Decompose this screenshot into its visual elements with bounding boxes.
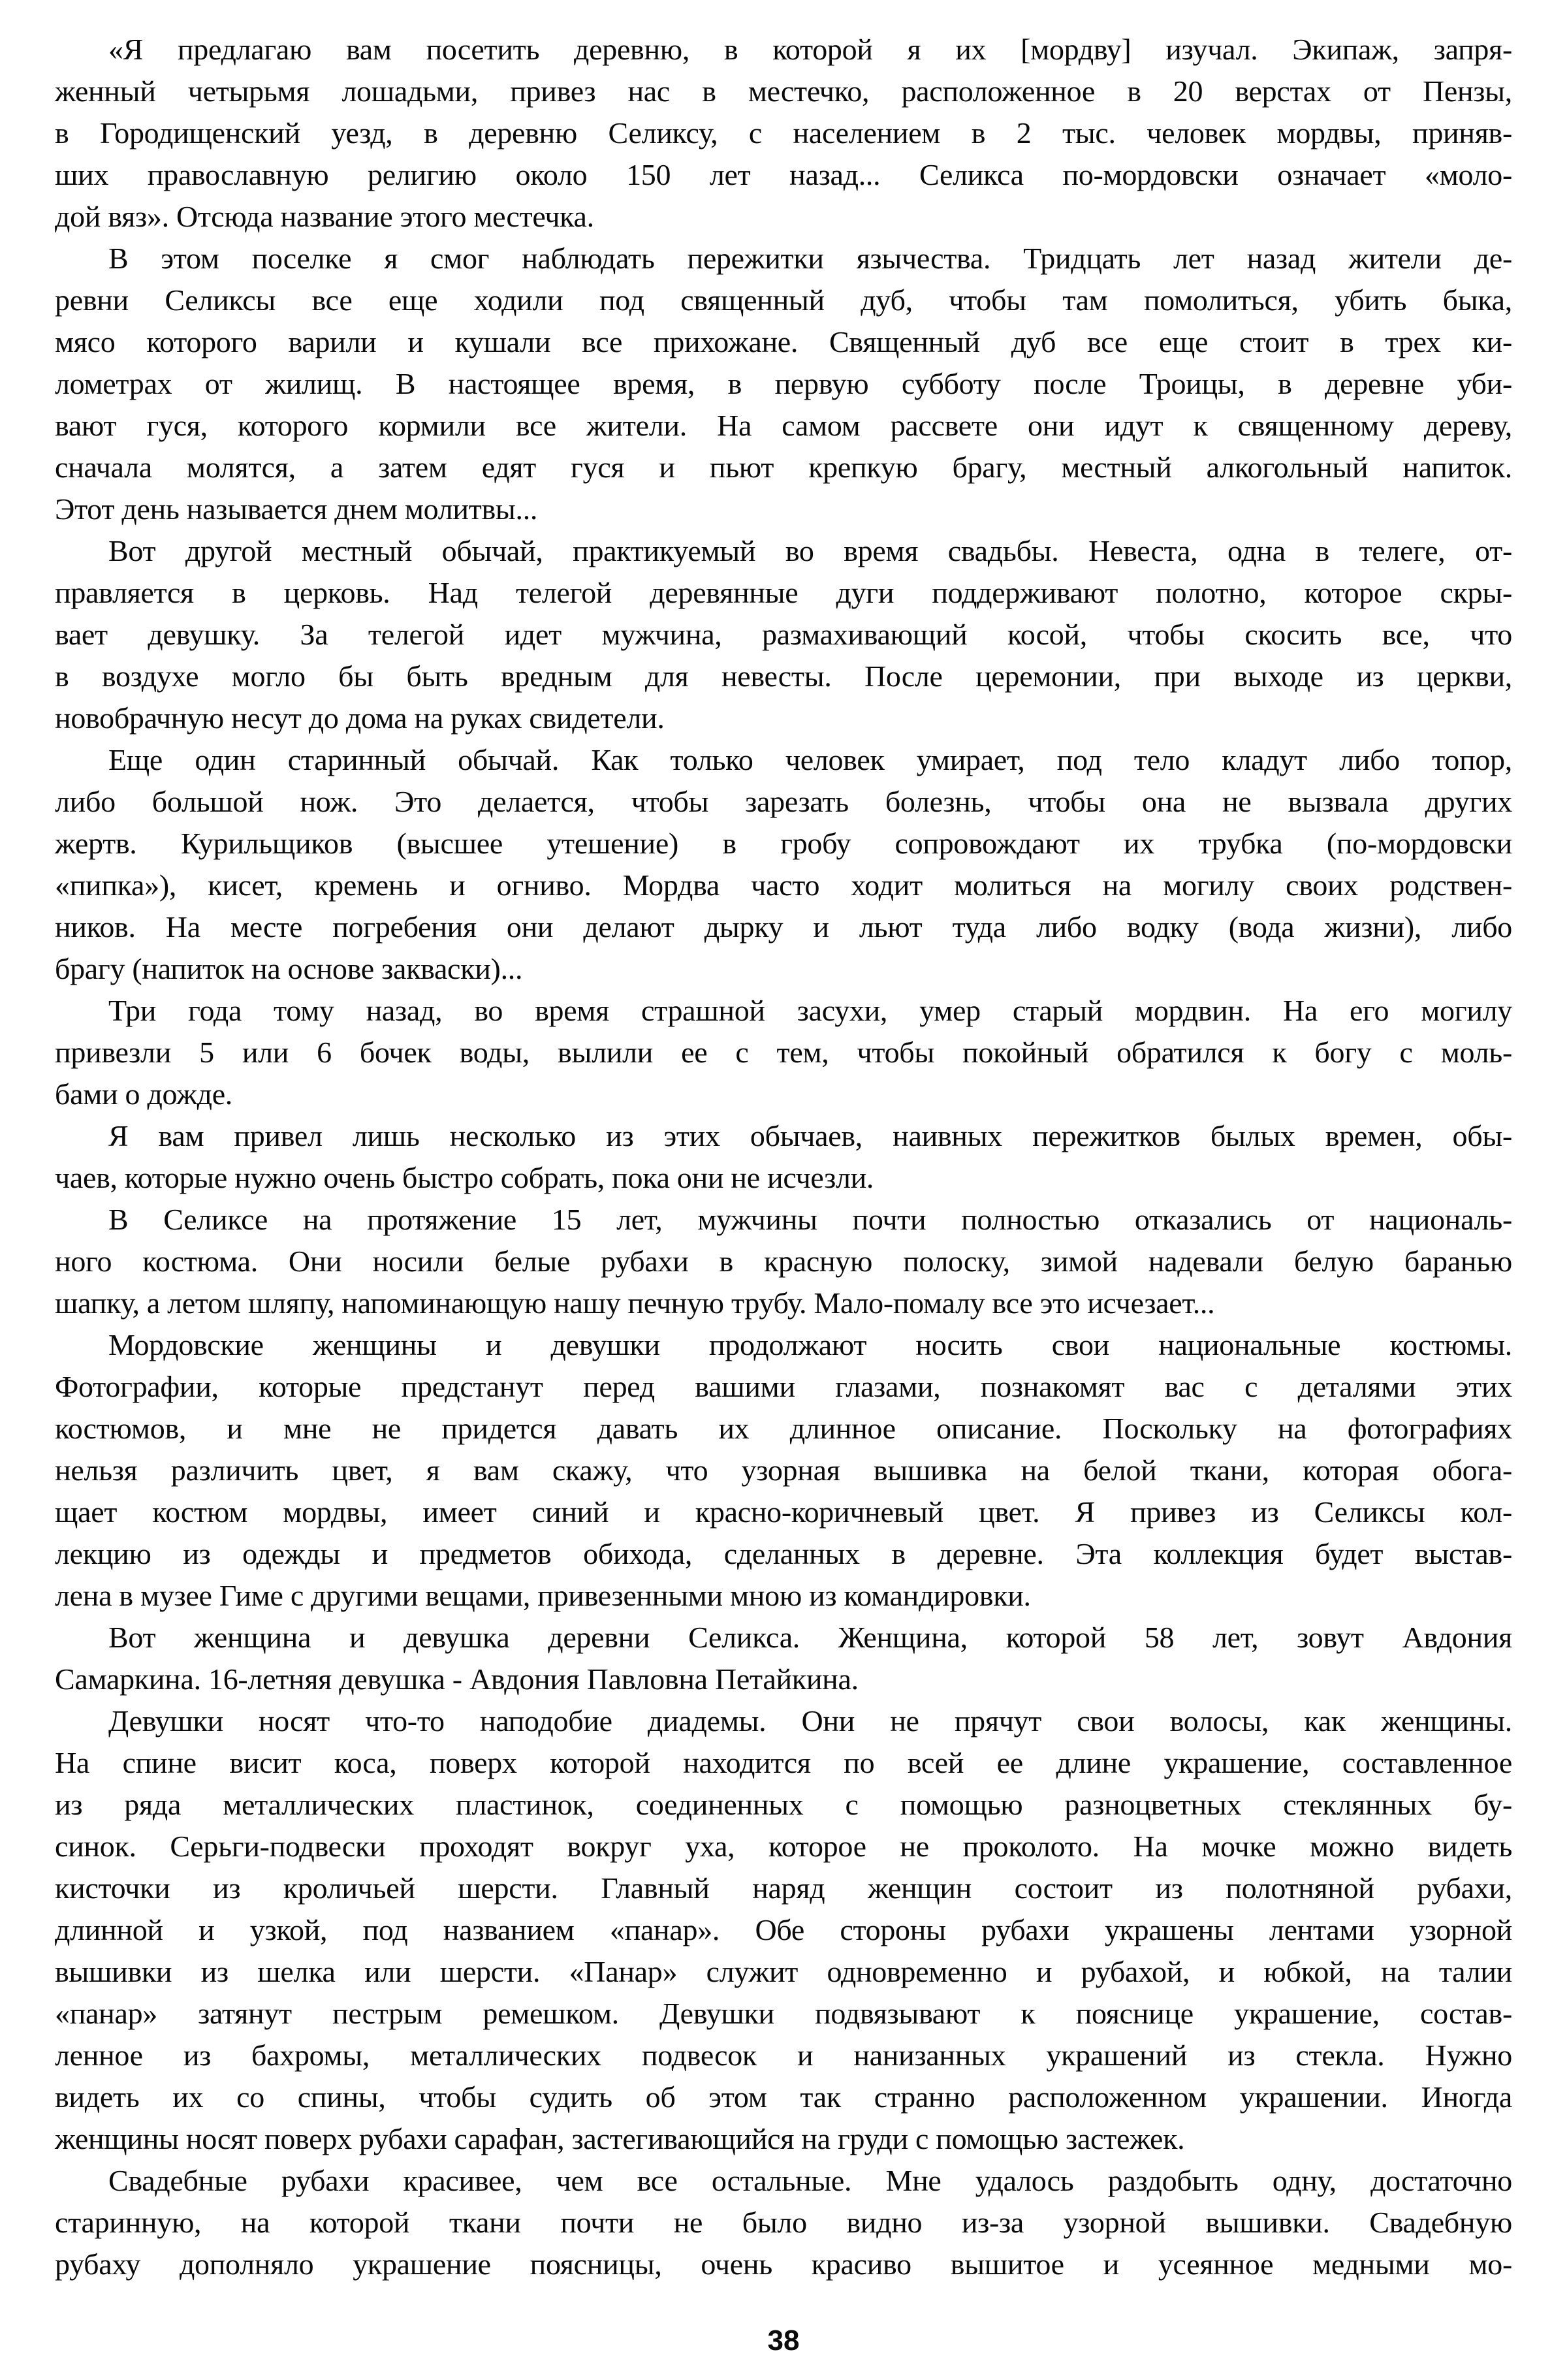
text-line: Самаркина. 16-летняя девушка - Авдония Павловна Петайкина. [55,1662,859,1696]
paragraph [55,238,1512,530]
text-line: костюмов, и мне не придется давать их длинное описание. Поскольку на фотографиях [55,1412,1512,1445]
text-line: Девушки носят что-то наподобие диадемы. Они не прячут свои волосы, как женщины. [108,1704,1512,1737]
text-line: в Городищенский уезд, в деревню Селиксу, с населением в 2 тыс. человек мордвы, приняв- [55,116,1512,150]
text-line: жертв. Курильщиков (высшее утешение) в гробу сопровождают их трубка (по-мордовски [55,827,1512,860]
text-line: «панар» затянут пестрым ремешком. Девушки подвязывают к пояснице украшение, состав- [55,1997,1512,2030]
text-line: «Я предлагаю вам посетить деревню, в которой я их [мордву] изучал. Экипаж, запря- [108,33,1512,66]
text-line: В Селиксе на протяжение 15 лет, мужчины почти полностью отказались от националь- [108,1203,1512,1236]
text-line: новобрачную несут до дома на руках свидетели. [55,701,665,735]
text-line: брагу (напиток на основе закваски)... [55,952,523,985]
text-line: бами о дожде. [55,1077,233,1111]
text-line: ников. На месте погребения они делают дырку и льют туда либо водку (вода жизни), либо [55,910,1512,944]
paragraph [55,2160,1512,2285]
paragraph [55,1617,1512,1700]
text-line: Свадебные рубахи красивее, чем все остальные. Мне удалось раздобыть одну, достаточно [108,2164,1512,2197]
text-line: видеть их со спины, чтобы судить об этом так странно расположенном украшении. Иногда [55,2080,1512,2114]
paragraph [55,29,1512,238]
text-line: чаев, которые нужно очень быстро собрать, пока они не исчезли. [55,1161,874,1194]
text-line: нельзя различить цвет, я вам скажу, что узорная вышивка на белой ткани, которая обога- [55,1453,1512,1487]
text-line: ревни Селиксы все еще ходили под священный дуб, чтобы там помолиться, убить быка, [55,283,1512,317]
text-line: дой вяз». Отсюда название этого местечка. [55,200,594,233]
text-line: кисточки из кроличьей шерсти. Главный наряд женщин состоит из полотняной рубахи, [55,1871,1512,1905]
text-line: мясо которого варили и кушали все прихожане. Священный дуб все еще стоит в трех ки- [55,325,1512,358]
text-line: Этот день называется днем молитвы... [55,492,538,526]
text-line: в воздухе могло бы быть вредным для невесты. После церемонии, при выходе из церкви, [55,659,1512,693]
text-line: Еще один старинный обычай. Как только человек умирает, под тело кладут либо топор, [108,743,1512,776]
text-line: женный четырьмя лошадьми, привез нас в местечко, расположенное в 20 верстах от Пензы, [55,74,1512,108]
text-line: шапку, а летом шляпу, напоминающую нашу печную трубу. Мало-помалу все это исчезает... [55,1286,1215,1320]
text-line: привезли 5 или 6 бочек воды, вылили ее с тем, чтобы покойный обратился к богу с моль- [55,1036,1512,1069]
text-line: лена в музее Гиме с другими вещами, привезенными мною из командировки. [55,1579,1031,1612]
text-line: либо большой нож. Это делается, чтобы зарезать болезнь, чтобы она не вызвала других [55,785,1512,818]
paragraph [55,739,1512,990]
text-line: вают гуся, которого кормили все жители. На самом рассвете они идут к священному дереву, [55,409,1512,442]
text-line: ших православную религию около 150 лет назад... Селикса по-мордовски означает «моло- [55,158,1512,191]
text-line: На спине висит коса, поверх которой находится по всей ее длине украшение, составленное [55,1746,1512,1779]
paragraph [55,1115,1512,1199]
paragraph [55,530,1512,739]
text-line: Мордовские женщины и девушки продолжают носить свои национальные костюмы. [108,1328,1512,1361]
text-line: старинную, на которой ткани почти не было видно из-за узорной вышивки. Свадебную [55,2206,1512,2239]
page-number: 38 [767,2324,800,2356]
text-line: ленное из бахромы, металлических подвесок и нанизанных украшений из стекла. Нужно [55,2039,1512,2072]
text-line: Фотографии, которые предстанут перед вашими глазами, познакомят вас с деталями этих [55,1370,1512,1403]
text-line: сначала молятся, а затем едят гуся и пьют крепкую брагу, местный алкогольный напиток. [55,451,1512,484]
text-line: синок. Серьги-подвески проходят вокруг уха, которое не проколото. На мочке можно видеть [55,1830,1512,1863]
text-line: лометрах от жилищ. В настоящее время, в первую субботу после Троицы, в деревне уби- [55,367,1512,400]
paragraph [55,1199,1512,1324]
text-line: из ряда металлических пластинок, соединенных с помощью разноцветных стеклянных бу- [55,1788,1512,1821]
text-block [55,29,1512,2285]
text-line: «пипка»), кисет, кремень и огниво. Мордва часто ходит молиться на могилу своих родствен- [55,868,1512,902]
text-line: лекцию из одежды и предметов обихода, сделанных в деревне. Эта коллекция будет выстав- [55,1537,1512,1570]
text-line: щает костюм мордвы, имеет синий и красно-коричневый цвет. Я привез из Селиксы кол- [55,1495,1512,1529]
text-line: ного костюма. Они носили белые рубахи в красную полоску, зимой надевали белую баранью [55,1245,1512,1278]
text-line: Вот другой местный обычай, практикуемый во время свадьбы. Невеста, одна в телеге, от- [108,534,1512,567]
text-line: В этом поселке я смог наблюдать пережитки язычества. Тридцать лет назад жители де- [108,242,1512,275]
text-line: длинной и узкой, под названием «панар». Обе стороны рубахи украшены лентами узорной [55,1913,1512,1946]
text-line: женщины носят поверх рубахи сарафан, застегивающийся на груди с помощью застежек. [55,2122,1185,2155]
text-line: Вот женщина и девушка деревни Селикса. Женщина, которой 58 лет, зовут Авдония [108,1621,1512,1654]
text-line: Три года тому назад, во время страшной засухи, умер старый мордвин. На его могилу [108,994,1512,1027]
text-line: правляется в церковь. Над телегой деревянные дуги поддерживают полотно, которое скры- [55,576,1512,609]
text-line: вает девушку. За телегой идет мужчина, размахивающий косой, чтобы скосить все, что [55,618,1512,651]
text-line: рубаху дополняло украшение поясницы, очень красиво вышитое и усеянное медными мо- [55,2247,1512,2281]
paragraph [55,990,1512,1115]
text-line: вышивки из шелка или шерсти. «Панар» служит одновременно и рубахой, и юбкой, на талии [55,1955,1512,1988]
paragraph [55,1700,1512,2160]
paragraph [55,1324,1512,1617]
text-line: Я вам привел лишь несколько из этих обычаев, наивных пережитков былых времен, обы- [108,1119,1512,1152]
